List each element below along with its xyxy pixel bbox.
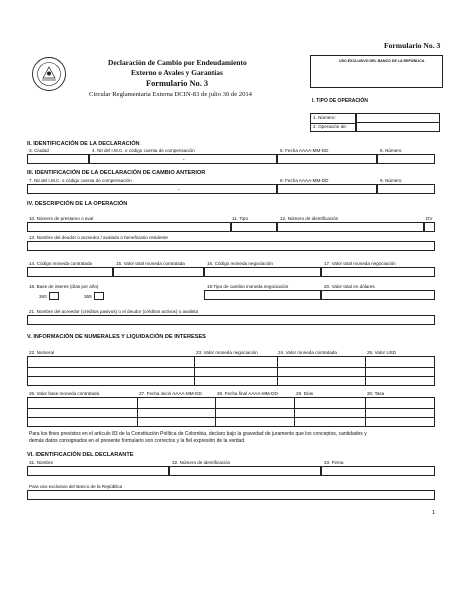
nit-imc-label: 4. Nit del I.M.C. o código cuenta de compensación [92,148,195,153]
nit-anterior-label: 7. Nit del I.M.C. o código cuenta de compensación [29,178,132,183]
section-identificacion-declaracion-title: II. IDENTIFICACIÓN DE LA DECLARACIÓN [27,141,140,147]
nit-anterior-field[interactable] [27,184,277,194]
numero-anterior-field[interactable] [377,184,435,194]
dv-label: DV [426,216,433,221]
valor-moneda-negociacion-label: 17. Valor total moneda negociación [324,261,396,266]
nombre-acreedor-label: 21. Nombre del acreedor (créditos pasivos) o el deudor (créditos activos) o avalista [29,309,199,314]
form-title-line3: Formulario No. 3 [146,79,209,88]
numeral-label: 22. Numeral [29,350,55,355]
intereses-table[interactable] [27,397,435,427]
bank-exclusive-label: USO EXCLUSIVO DEL BANCO DE LA REPÚBLICA [339,59,425,63]
valor-moneda-contratada-label: 15. Valor total moneda contratada [116,261,185,266]
numerales-table[interactable] [27,356,435,386]
numero-prestamo-label: 10. Número de prestamo o aval [29,216,94,221]
fecha-declaracion-field[interactable] [277,154,377,164]
codigo-moneda-contratada-label: 14. Código moneda contratada [29,261,93,266]
tipo-cambio-label: 19.Tipo de cambio moneda negociación [207,284,289,289]
uso-banco-field[interactable] [27,490,435,500]
declaration-text-line2: demás datos consignados en el presente formulario son correctos y la fiel expresión de la verdad. [29,438,246,444]
numero-identificacion-label: 12. Número de identificación [280,216,339,221]
numero-prestamo-field[interactable] [27,222,231,232]
nombre-deudor-label: 13. Nombre del deudor o acreedor / avalado o beneficiario residente [29,235,168,240]
fecha-anterior-label: 8. Fecha AAAA-MM-DD [280,178,329,183]
valor-moneda-contratada-field[interactable] [113,267,204,277]
tipo-field[interactable] [231,222,277,232]
section-declaracion-anterior-title: III. IDENTIFICACIÓN DE LA DECLARACIÓN DE CAMBIO ANTERIOR [27,170,206,176]
tipo-operacion-de-label: 2. Operación de: [313,124,347,129]
valor-dolares-field[interactable] [321,290,435,300]
form-title-line1: Declaración de Cambio por Endeudamiento [108,58,247,67]
tipo-cambio-field[interactable] [204,290,321,300]
nombre-deudor-field[interactable] [27,241,435,251]
fecha-final-label: 28. Fecha final AAAA-MM-DD [217,391,278,396]
valor-moneda-negociacion-numeral-label: 23. Valor moneda negociación [196,350,258,355]
tipo-operacion-de-field[interactable] [356,122,440,132]
identificacion-declarante-field[interactable] [169,466,321,476]
firma-label: 33. Firma [324,460,344,465]
dias-label: 29. Días [296,391,314,396]
valor-base-label: 26. Valor base moneda contratada [29,391,100,396]
nombre-acreedor-field[interactable] [27,315,435,325]
dv-field[interactable] [424,222,435,232]
base-365-label: 365 [84,294,92,299]
numero-declaracion-field[interactable] [377,154,435,164]
fecha-declaracion-label: 5. Fecha AAAA-MM-DD [280,148,329,153]
ciudad-field[interactable] [27,154,89,164]
uso-banco-label: Para uso exclusivo del Banco de la República [29,484,123,489]
base-365-checkbox[interactable] [94,292,104,300]
section-descripcion-operacion-title: IV. DESCRIPCIÓN DE LA OPERACIÓN [27,201,128,207]
tipo-operacion-numero-label: 1. Número: [313,115,336,120]
numero-identificacion-field[interactable] [277,222,424,232]
banco-republica-logo [31,56,67,92]
codigo-moneda-negociacion-field[interactable] [204,267,321,277]
numero-declaracion-label: 6. Número [380,148,402,153]
tasa-label: 30. Tasa [367,391,385,396]
firma-field[interactable] [321,466,435,476]
base-interes-label: 18. Base de interes (días por año) [29,284,99,289]
base-360-label: 360 [39,294,47,299]
numero-anterior-label: 9. Número [380,178,402,183]
form-title-line2: Externo o Avales y Garantías [131,68,223,77]
ciudad-label: 3. Ciudad [29,148,49,153]
tipo-label: 11. Tipo [232,216,249,221]
section-tipo-operacion-title: I. TIPO DE OPERACIÓN [312,98,368,104]
codigo-moneda-contratada-field[interactable] [27,267,113,277]
valor-moneda-negociacion-field[interactable] [321,267,435,277]
section-declarante-title: VI. IDENTIFICACIÓN DEL DECLARANTE [27,452,134,458]
declaration-text-line1: Para los fines previstos en el artículo 83 de la Constitución Política de Colombia, declaro bajo la gravedad de juramento que los conceptos, cantidades y [29,431,367,437]
nombre-declarante-field[interactable] [27,466,169,476]
nombre-declarante-label: 31. Nombre [29,460,54,465]
valor-usd-label: 25. Valor USD [367,350,397,355]
codigo-moneda-negociacion-label: 16. Código moneda negociación [207,261,273,266]
nit-anterior-dash: - [178,187,180,192]
formulario-number-top: Formulario No. 3 [384,41,441,50]
fecha-anterior-field[interactable] [277,184,377,194]
fecha-inicio-label: 27. Fecha inicio AAAA-MM-DD [139,391,202,396]
valor-moneda-contratada-numeral-label: 24. Valor moneda contratada [278,350,337,355]
base-360-checkbox[interactable] [49,292,59,300]
identificacion-declarante-label: 32. Número de identificación [172,460,231,465]
bank-exclusive-box [310,55,443,88]
form-circular-reference: Circular Reglamentaria Externa DCIN-83 de julio 30 de 2014 [89,91,252,98]
section-numerales-title: V. INFORMACIÓN DE NUMERALES Y LIQUIDACIÓN DE INTERESES [27,334,206,340]
nit-dash: - [183,157,185,162]
valor-dolares-label: 20. Valor total en dólares [324,284,375,289]
page-number: 1 [432,510,436,516]
